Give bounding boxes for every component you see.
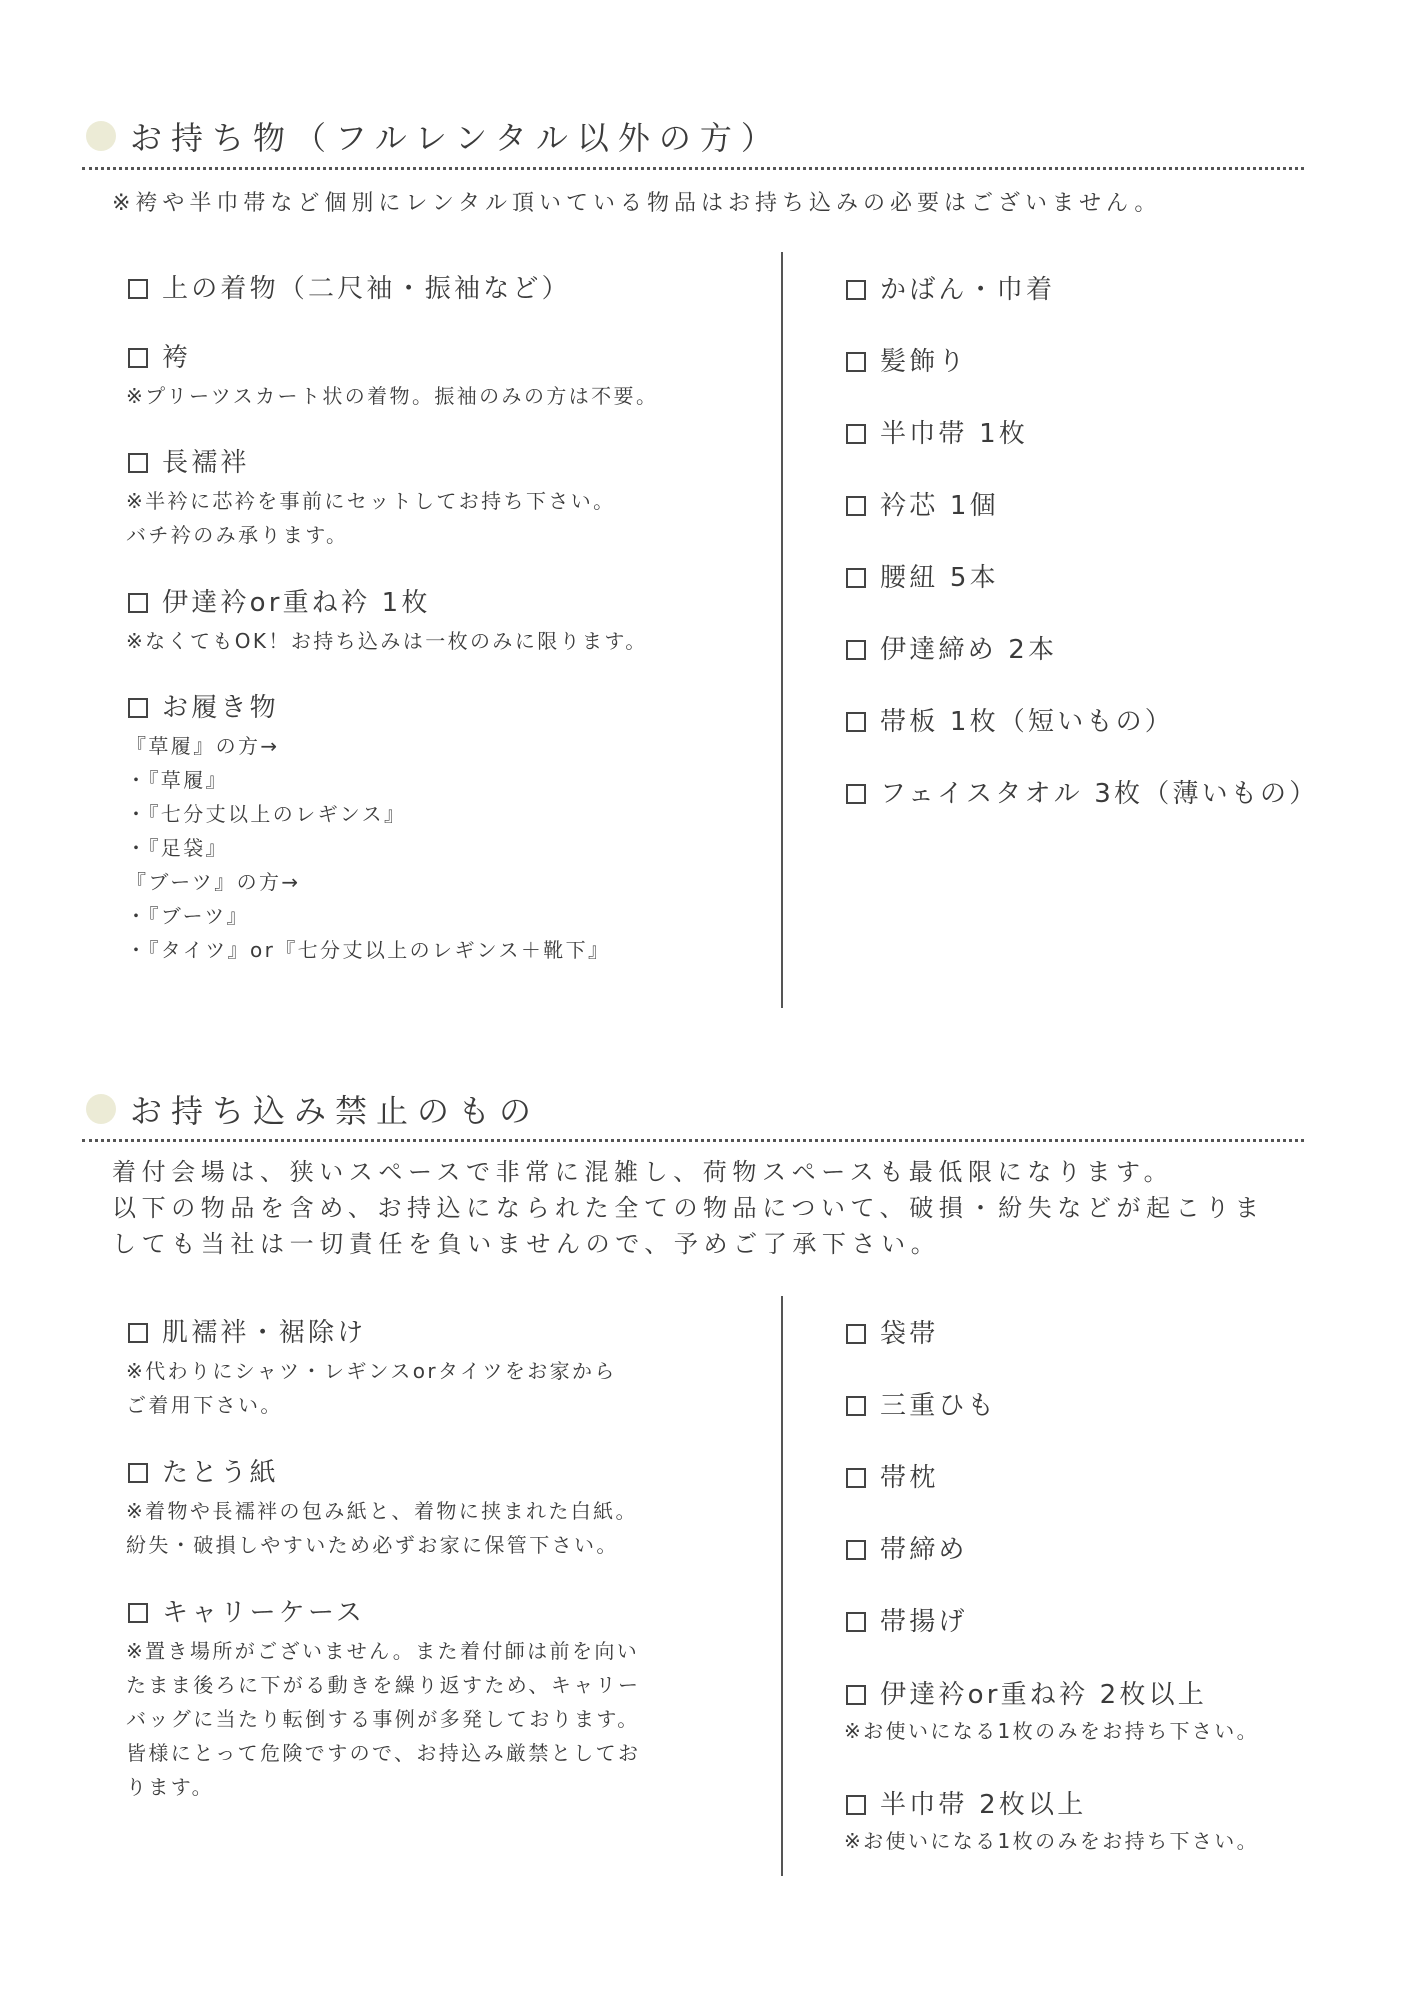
checklist-item [844, 1461, 938, 1495]
heading-bullet-icon [86, 121, 116, 151]
item-note: 『草履』の方→ [126, 734, 280, 758]
checklist-item [844, 489, 999, 523]
checklist-item [126, 1456, 638, 1562]
checklist-item [126, 1596, 640, 1804]
item-label: 帯枕 [880, 1463, 939, 1493]
checkbox-icon[interactable] [846, 712, 866, 732]
checkbox-icon[interactable] [846, 640, 866, 660]
checkbox-icon[interactable] [846, 352, 866, 372]
checkbox-icon[interactable] [128, 453, 148, 473]
checkbox-icon[interactable] [128, 698, 148, 718]
dotted-divider [82, 167, 1304, 170]
checkbox-icon[interactable] [846, 1468, 866, 1488]
item-label: 長襦袢 [162, 448, 250, 478]
item-note: バッグに当たり転倒する事例が多発しております。 [126, 1707, 640, 1731]
item-label: たとう紙 [162, 1458, 279, 1488]
item-note: 『ブーツ』の方→ [126, 870, 301, 894]
item-note: ご着用下さい。 [126, 1393, 283, 1417]
item-label: お履き物 [162, 693, 279, 723]
checklist-item [844, 1788, 1259, 1858]
checklist-item [844, 1533, 968, 1567]
item-note: バチ衿のみ承ります。 [126, 523, 349, 547]
checklist-item [844, 705, 1174, 739]
item-note: ・『足袋』 [126, 836, 228, 860]
dotted-divider [82, 1139, 1304, 1142]
checkbox-icon[interactable] [128, 348, 148, 368]
item-note: ※お使いになる1枚のみをお持ち下さい。 [844, 1829, 1260, 1853]
intro-line: 以下の物品を含め、お持込になられた全ての物品について、破損・紛失などが起こりま [112, 1194, 1265, 1222]
section-note: ※袴や半巾帯など個別にレンタル頂いている物品はお持ち込みの必要はございません。 [112, 191, 1162, 216]
item-note: ※お使いになる1枚のみをお持ち下さい。 [844, 1719, 1260, 1743]
checkbox-icon[interactable] [846, 424, 866, 444]
item-note: ※半衿に芯衿を事前にセットしてお持ち下さい。 [126, 489, 616, 513]
checkbox-icon[interactable] [846, 784, 866, 804]
item-label: かばん・巾着 [880, 275, 1056, 305]
checklist-item [126, 1316, 617, 1422]
item-label: 三重ひも [880, 1391, 997, 1421]
item-label: キャリーケース [162, 1598, 366, 1628]
intro-line: しても当社は一切責任を負いませんので、予めご了承下さい。 [112, 1230, 941, 1258]
checklist-item [844, 273, 1055, 307]
checkbox-icon[interactable] [128, 279, 148, 299]
checklist-item [844, 417, 1028, 451]
intro-line: 着付会場は、狭いスペースで非常に混雑し、荷物スペースも最低限になります。 [112, 1158, 1174, 1186]
checklist-item [844, 1678, 1259, 1748]
checkbox-icon[interactable] [128, 593, 148, 613]
item-note: ※プリーツスカート状の着物。振袖のみの方は不要。 [126, 384, 659, 408]
item-label: 衿芯 1個 [880, 491, 999, 521]
checkbox-icon[interactable] [846, 496, 866, 516]
item-label: 伊達衿or重ね衿 2枚以上 [880, 1680, 1208, 1710]
item-note: ※代わりにシャツ・レギンスorタイツをお家から [126, 1359, 617, 1383]
item-label: 伊達衿or重ね衿 1枚 [162, 588, 431, 618]
checkbox-icon[interactable] [128, 1463, 148, 1483]
item-note: ・『七分丈以上のレギンス』 [126, 802, 407, 826]
checklist-item [126, 586, 648, 658]
column-divider [781, 252, 783, 1008]
item-label: 髪飾り [880, 347, 968, 377]
item-note: ※置き場所がございません。また着付師は前を向い [126, 1639, 640, 1663]
item-label: 帯締め [880, 1535, 968, 1565]
item-label: 帯板 1枚（短いもの） [880, 707, 1175, 737]
section-heading-belongings [86, 113, 782, 159]
item-label: 肌襦袢・裾除け [162, 1318, 367, 1348]
checkbox-icon[interactable] [846, 1396, 866, 1416]
heading-bullet-icon [86, 1094, 116, 1124]
checkbox-icon[interactable] [846, 1612, 866, 1632]
checkbox-icon[interactable] [846, 1324, 866, 1344]
item-note: ※着物や長襦袢の包み紙と、着物に挟まれた白紙。 [126, 1499, 638, 1523]
section-intro [112, 1154, 1264, 1262]
item-note: 皆様にとって危険ですので、お持込み厳禁としてお [126, 1741, 641, 1765]
checkbox-icon[interactable] [846, 1795, 866, 1815]
item-label: 腰紐 5本 [880, 563, 999, 593]
item-note: ・『ブーツ』 [126, 904, 249, 928]
item-label: 上の着物（二尺袖・振袖など） [162, 274, 571, 304]
checkbox-icon[interactable] [846, 280, 866, 300]
checklist-item [126, 691, 610, 967]
item-label: 帯揚げ [880, 1607, 968, 1637]
item-label: 伊達締め 2本 [880, 635, 1058, 665]
item-note: ります。 [126, 1775, 214, 1799]
item-label: 半巾帯 1枚 [880, 419, 1029, 449]
checklist-item [126, 272, 571, 306]
checklist-item [844, 1389, 997, 1423]
item-label: フェイスタオル 3枚（薄いもの） [880, 779, 1319, 809]
section-title: お持ち物（フルレンタル以外の方） [130, 119, 782, 157]
item-note: ・『草履』 [126, 768, 228, 792]
item-note: ※なくてもOK！お持ち込みは一枚のみに限ります。 [126, 629, 648, 653]
checklist-item [844, 777, 1318, 811]
checkbox-icon[interactable] [128, 1603, 148, 1623]
checklist-item [844, 345, 968, 379]
section-title: お持ち込み禁止のもの [130, 1092, 541, 1130]
checklist-item [126, 341, 658, 413]
column-divider [781, 1296, 783, 1876]
checkbox-icon[interactable] [846, 568, 866, 588]
item-label: 半巾帯 2枚以上 [880, 1790, 1087, 1820]
section-heading-prohibited [86, 1086, 540, 1132]
item-note: ・『タイツ』or『七分丈以上のレギンス＋靴下』 [126, 938, 611, 962]
item-note: たまま後ろに下がる動きを繰り返すため、キャリー [126, 1673, 641, 1697]
item-label: 袋帯 [880, 1319, 939, 1349]
checkbox-icon[interactable] [128, 1323, 148, 1343]
checkbox-icon[interactable] [846, 1540, 866, 1560]
checklist-item [844, 1317, 938, 1351]
checkbox-icon[interactable] [846, 1685, 866, 1705]
checklist-item [844, 1605, 968, 1639]
checklist-item [844, 561, 999, 595]
item-label: 袴 [162, 343, 192, 373]
checklist-item [844, 633, 1057, 667]
checklist-item [126, 446, 616, 552]
item-note: 紛失・破損しやすいため必ずお家に保管下さい。 [126, 1533, 619, 1557]
